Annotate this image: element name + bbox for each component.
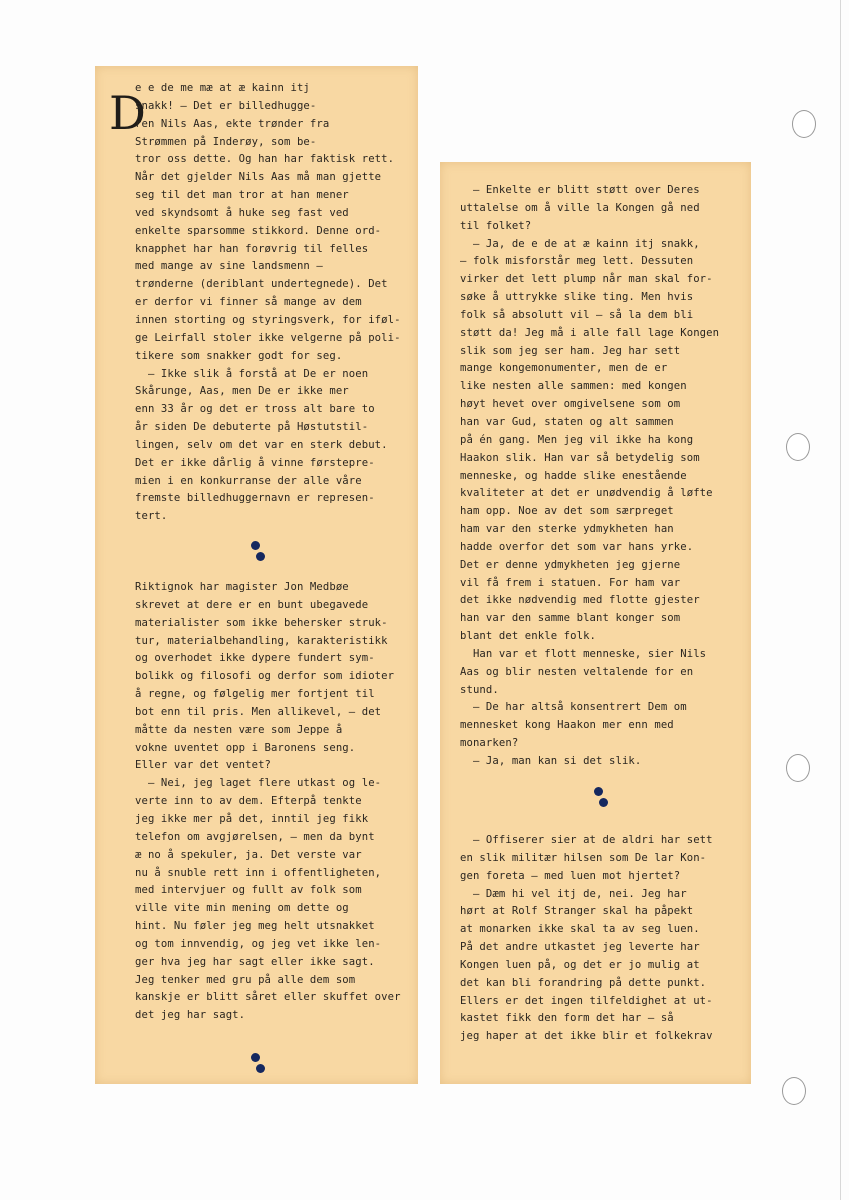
article-paragraph: e e de me mæ at æ kainn itj snakk! — Det er billedhugge- ren Nils Aas, ekte trønder fra Strømmen på Inderøy, som be- tror oss dette. Og han har faktisk rett. Når det gjelder Nils Aas må man gjette seg til det man tror at han mener ved skyndsomt å huke seg fast ved enkelte sparsomme stikkord. Denne ord- knapphet har han forøvrig til felles med mange av sine landsmenn — trønderne (deriblant undertegnede). Det er derfor vi finner så mange av dem innen storting og styringsverk, for iføl- ge Leirfall stoler ikke velgerne på poli- tikere som snakker godt for seg. — Ikke slik å forstå at De er noen Skårunge, Aas, men De er ikke mer enn 33 år og det er tross alt bare to år siden De debuterte på Høstutstil- lingen, selv om det var en sterk debut. Det er ikke dårlig å vinne førstepre- mien i en konkurranse der alle våre fremste billedhuggernavn er represen- tert.	[135, 82, 401, 523]
article-paragraph: — Enkelte er blitt støtt over Deres uttalelse om å ville la Kongen gå ned til folket? — Ja, de e de at æ kainn itj snakk, — folk misforstår meg lett. Dessuten virker det lett plump når man skal for- søke å uttrykke slike ting. Men hvis folk så absolutt vil — så la dem bli støtt da! Jeg må i alle fall lage Kongen slik som jeg ser ham. Jeg har sett mange kongemonumenter, men de er like nesten alle sammen: med kongen høyt hevet over omgivelsene som om han var Gud, staten og alt sammen på én gang. Men jeg vil ikke ha kong Haakon slik. Han var så betydelig som menneske, og hadde slike enestående kvaliteter at det er unødvendig å løfte ham opp. Noe av det som særpreget ham var den sterke ydmykheten han hadde overfor det som var hans yrke. Det er denne ydmykheten jeg gjerne vil få frem i statuen. For ham var det ikke nødvendig med flotte gjester han var den samme blant konger som blant det enkle folk. Han var et flott menneske, sier Nils Aas og blir nesten veltalende for en stund. — De har altså konsentrert Dem om mennesket kong Haakon mer enn med monarken? — Ja, man kan si det slik.	[460, 184, 720, 767]
punch-hole	[786, 433, 810, 461]
page-edge	[840, 0, 841, 1200]
newspaper-clipping-left	[95, 66, 418, 1084]
article-paragraph: — Offiserer sier at de aldri har sett en slik militær hilsen som De lar Kon- gen foreta — med luen mot hjertet? — Dæm hi vel itj de, nei. Jeg har hørt at Rolf Stranger skal ha påpekt at monarken ikke skal ta av seg luen. På det andre utkastet jeg leverte har Kongen luen på, og det er jo mulig at det kan bli forandring på dette punkt. Ellers er det ingen tilfeldighet at ut- kastet fikk den form det har — så jeg haper at det ikke blir et folkekrav	[460, 834, 713, 1043]
article-paragraph: Riktignok har magister Jon Medbøe skrevet at dere er en bunt ubegavede materialister som ikke behersker struk- tur, materialbehandling, karakteristikk og overhodet ikke dypere fundert sym- bolikk og filosofi og derfor som idioter å regne, og følgelig mer fortjent til bot enn til pris. Men allikevel, — det måtte da nesten være som Jeppe å vokne uventet opp i Baronens seng. Eller var det ventet? — Nei, jeg laget flere utkast og le- verte inn to av dem. Efterpå tenkte jeg ikke mer på det, inntil jeg fikk telefon om avgjørelsen, — men da bynt æ no å spekuler, ja. Det verste var nu å snuble rett inn i offentligheten, med intervjuer og fullt av folk som ville vite min mening om dette og hint. Nu føler jeg meg helt utsnakket og tom innvendig, og jeg vet ikke len- ger hva jeg har sagt eller ikke sagt. Jeg tenker med gru på alle dem som kanskje er blitt såret eller skuffet over det jeg har sagt.	[135, 581, 401, 1022]
section-bullet	[594, 787, 604, 811]
punch-hole	[792, 110, 816, 138]
punch-hole	[786, 754, 810, 782]
punch-hole	[782, 1077, 806, 1105]
section-bullet	[251, 541, 261, 565]
newspaper-clipping-right	[440, 162, 751, 1084]
section-bullet	[251, 1053, 261, 1077]
drop-cap: D	[109, 86, 146, 140]
